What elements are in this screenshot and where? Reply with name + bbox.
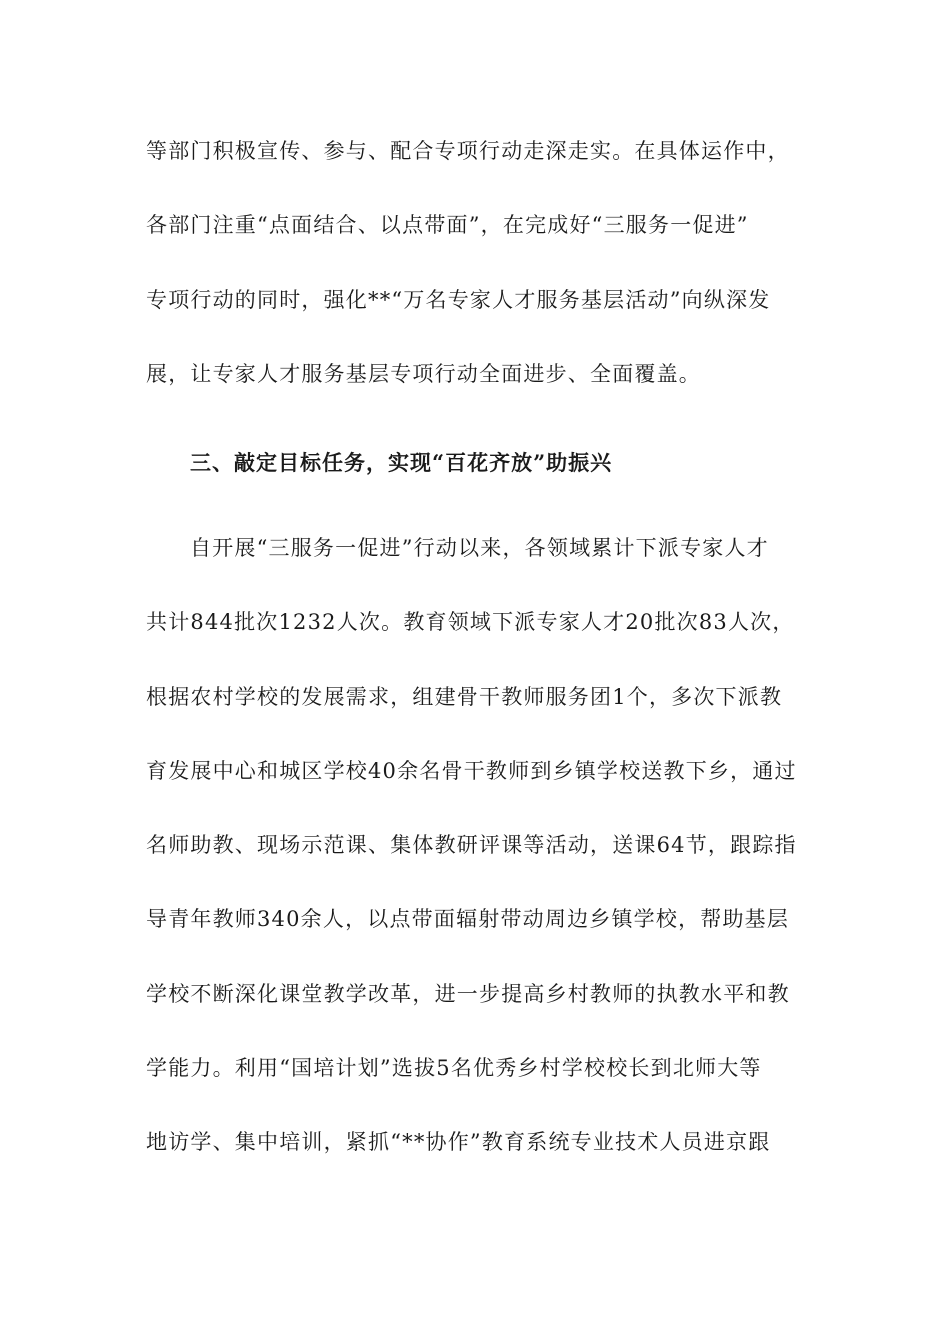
paragraph-line: 育发展中心和城区学校40余名骨干教师到乡镇学校送教下乡，通过 (146, 759, 797, 783)
paragraph-line: 等部门积极宣传、参与、配合专项行动走深走实。在具体运作中， (146, 139, 790, 163)
paragraph-line: 展，让专家人才服务基层专项行动全面进步、全面覆盖。 (146, 362, 701, 386)
paragraph-line: 共计844批次1232人次。教育领域下派专家人才20批次83人次， (146, 610, 795, 634)
paragraph-line: 自开展“三服务一促进”行动以来，各领域累计下派专家人才 (190, 536, 769, 560)
paragraph-line: 学校不断深化课堂教学改革，进一步提高乡村教师的执教水平和教 (146, 982, 790, 1006)
paragraph-line: 各部门注重“点面结合、以点带面”，在完成好“三服务一促进” (146, 213, 749, 237)
paragraph-line: 名师助教、现场示范课、集体教研评课等活动，送课64节，跟踪指 (146, 833, 797, 857)
paragraph-line: 学能力。利用“国培计划”选拔5名优秀乡村学校校长到北师大等 (146, 1056, 762, 1080)
section-heading: 三、敲定目标任务，实现“百花齐放”助振兴 (190, 450, 613, 475)
paragraph-line: 地访学、集中培训，紧抓“**协作”教育系统专业技术人员进京跟 (146, 1130, 771, 1154)
paragraph-line: 专项行动的同时，强化**“万名专家人才服务基层活动”向纵深发 (146, 288, 771, 312)
paragraph-line: 导青年教师340余人，以点带面辐射带动周边乡镇学校，帮助基层 (146, 907, 790, 931)
paragraph-line: 根据农村学校的发展需求，组建骨干教师服务团1个，多次下派教 (146, 685, 783, 709)
